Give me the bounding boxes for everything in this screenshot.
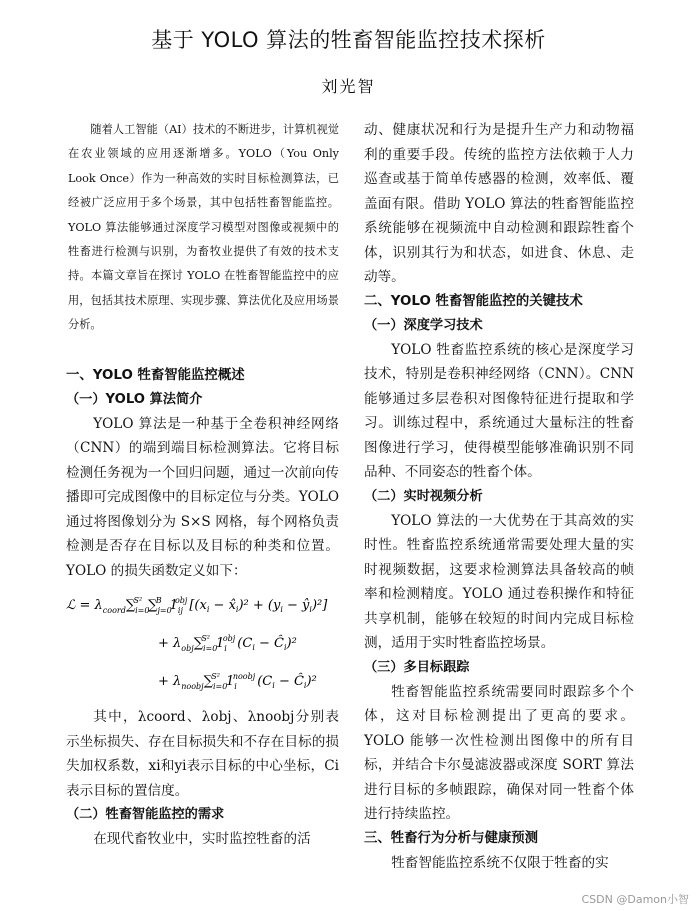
section-3-paragraph-start: 牲畜智能监控系统不仅限于牲畜的实	[391, 854, 609, 871]
section-1-1-heading: （一）YOLO 算法简介	[66, 391, 203, 407]
paper-title: 基于 YOLO 算法的牲畜智能监控技术探析	[151, 28, 546, 52]
abstract: 随着人工智能（AI）技术的不断进步，计算机视觉在农业领域的应用逐渐增多。YOLO（You Only Look Once）作为一种高效的实时目标检测算法，已经被广泛应用于多个场景，其中包括牲畜智能监控。YOLO 算法能够通过深度学习模型对图像或视频中的牲畜进行检测与识别，为畜牧业提供了有效的技术支持。本篇文章旨在探讨 YOLO 在牲畜智能监控中的应用，包括其技术原理、实现步骤、算法优化及应用场景分析。	[68, 123, 339, 332]
section-1-heading: 一、YOLO 牲畜智能监控概述	[66, 367, 245, 383]
section-2-heading: 二、YOLO 牲畜智能监控的关键技术	[364, 293, 583, 309]
section-1-2-paragraph-start: 在现代畜牧业中，实时监控牲畜的活	[93, 831, 311, 848]
loss-equation-line-2	[66, 623, 339, 661]
section-2-1-heading: （一）深度学习技术	[364, 317, 483, 333]
right-column	[364, 118, 634, 875]
section-1-1-paragraph: YOLO 算法是一种基于全卷积神经网络（CNN）的端到端目标检测算法。它将目标检测任务视为一个回归问题，通过一次前向传播即可完成图像中的目标定位与分类。YOLO 通过将图像划分为 S×S 网格，每个网格负责检测是否存在目标以及目标的种类和位置。YOLO 的损失函数定义如下：	[66, 415, 339, 579]
svg-text:ℒ = λcoord∑i=0S²∑j=0B1ijobj[(x: ℒ = $\lambda_{coord}\sum_{i=0}S^2$ $\sum_{j=0}B$ $1_{ij}obj$ [($x_i$ − $x̂_i)^2 + (y_i$ − $ŷ_i)^2$]	[66, 596, 328, 616]
section-2-3-heading: （三）多目标跟踪	[364, 659, 470, 675]
section-2-2-paragraph: YOLO 算法的一大优势在于其高效的实时性。牲畜监控系统通常需要处理大量的实时视频数据，这要求检测算法具备较高的帧率和检测精度。YOLO 通过卷积操作和特征共享机制，能够在较短的时间内完成目标检测，适用于实时牲畜监控场景。	[364, 512, 634, 651]
section-2-3-paragraph: 牲畜智能监控系统需要同时跟踪多个个体，这对目标检测提出了更高的要求。YOLO 能够一次性检测出图像中的所有目标，并结合卡尔曼滤波器或深度 SORT 算法进行目标的多帧跟踪，确保对同一牲畜个体进行持续监控。	[364, 683, 634, 822]
section-1-2-heading: （二）牲畜智能监控的需求	[66, 807, 225, 823]
section-1-2-paragraph-cont: 动、健康状况和行为是提升生产力和动物福利的重要手段。传统的监控方法依赖于人力巡查或基于简单传感器的检测，效率低、覆盖面有限。借助 YOLO 算法的牲畜智能监控系统能够在视频流中自动检测和跟踪牲畜个体，识别其行为和状态，如进食、休息、走动等。	[364, 122, 634, 285]
svg-text:+ λnoobj∑i=0S²1inoobj(Ci − Ĉi): + $\lambda_{noobj}\sum_{i=0}S^2$ $1_inoobj$ ($C_i$ − $Ĉ_i)^2$	[158, 672, 317, 692]
section-3-heading: 三、牲畜行为分析与健康预测	[364, 830, 539, 846]
section-2-1-paragraph: YOLO 牲畜监控系统的核心是深度学习技术，特别是卷积神经网络（CNN）。CNN 能够通过多层卷积对图像特征进行提取和学习。训练过程中，系统通过大量标注的牲畜图像进行学习，使得模型能够准确识别不同品种、不同姿态的牲畜个体。	[364, 341, 634, 480]
section-2-2-heading: （二）实时视频分析	[364, 488, 483, 504]
loss-equation-line-3	[66, 661, 339, 699]
svg-text:+ λobj∑i=0S²1iobj(Ci − Ĉi)²: + $\lambda_{obj}\sum_{i=0}S^2$ $1_iobj$ ($C_i$ − $Ĉ_i)^2$	[158, 634, 297, 654]
loss-equation-line-1	[66, 587, 339, 623]
left-column	[66, 118, 339, 852]
section-1-1-paragraph-2: 其中，λcoord、λobj、λnoobj分别表示坐标损失、存在目标损失和不存在目标的损失加权系数，xi和yi表示目标的中心坐标，Ci表示目标的置信度。	[66, 709, 339, 799]
watermark: CSDN @Damon小智	[581, 893, 689, 906]
author-name: 刘光智	[321, 77, 376, 96]
loss-equation	[66, 587, 339, 699]
